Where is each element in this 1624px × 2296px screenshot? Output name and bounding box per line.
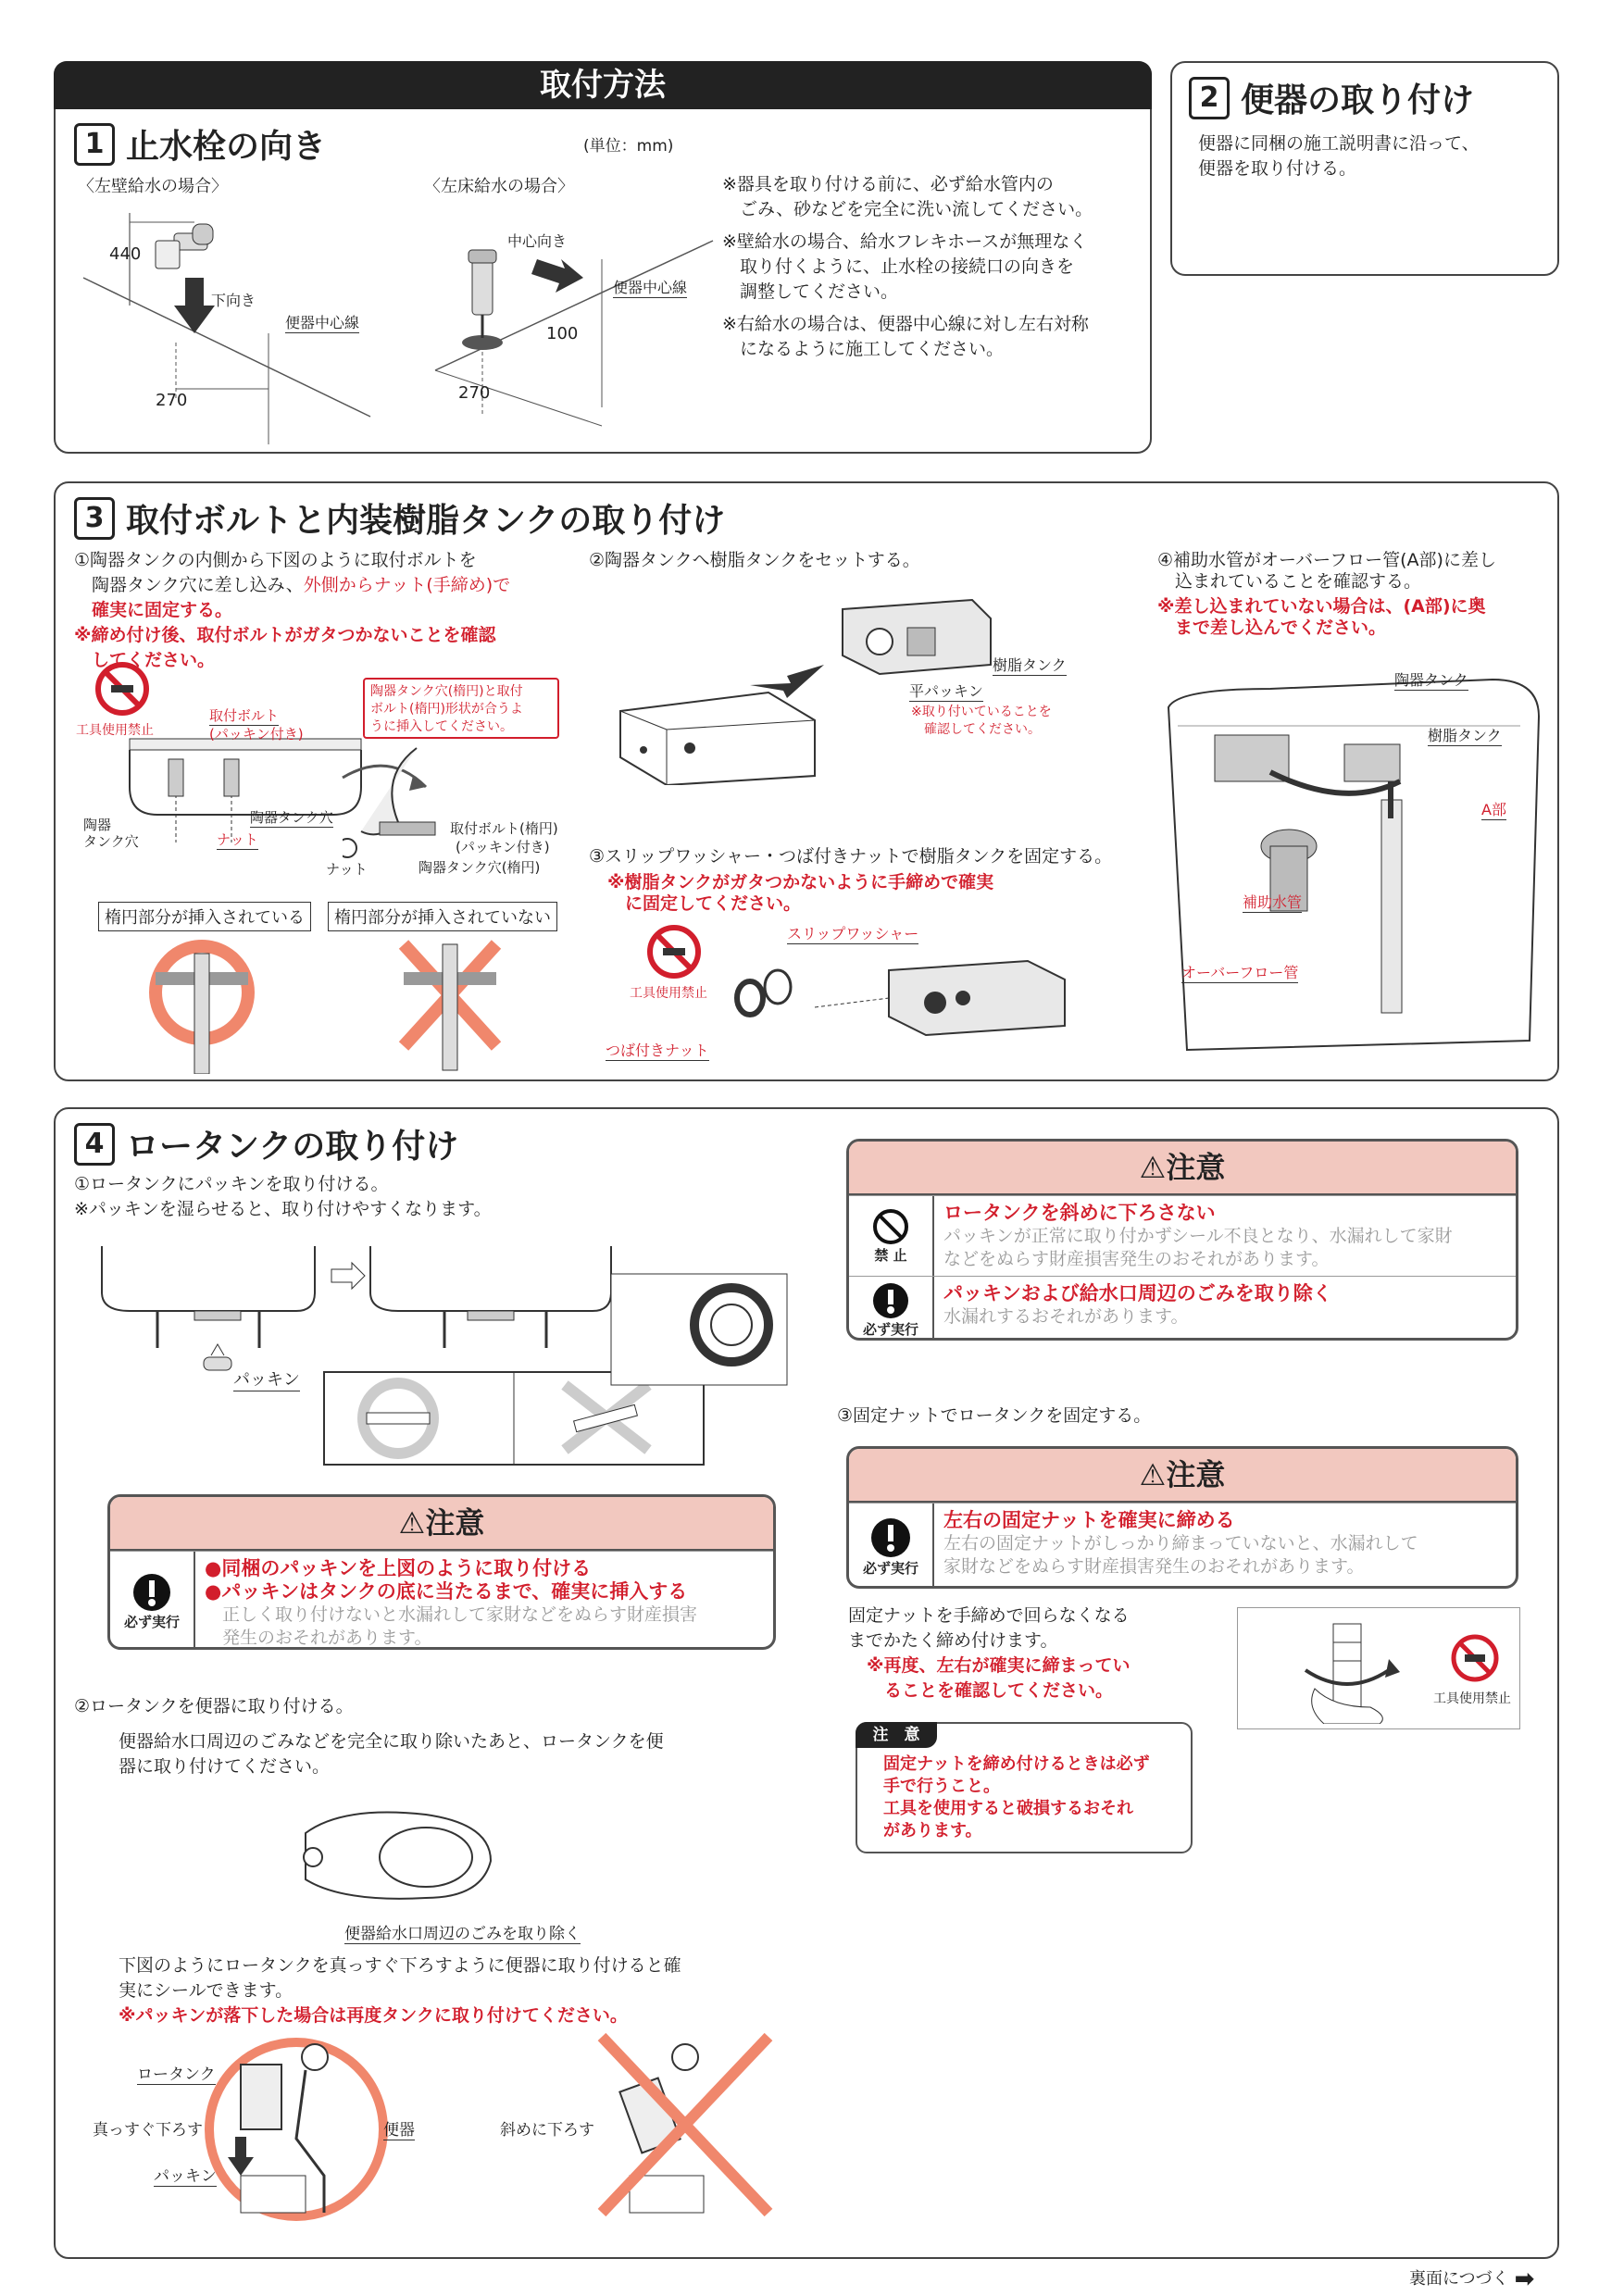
- gray-line: 左右の固定ナットがしっかり締まっていないと、水漏れして: [943, 1533, 1418, 1554]
- caution-row: [849, 1503, 1516, 1589]
- caution-box-2: [846, 1139, 1518, 1341]
- remove-dirt-label: 便器給水口周辺のごみを取り除く: [344, 1920, 581, 1944]
- note-head: 注 意: [856, 1722, 937, 1748]
- packing-label-2: パッキン: [154, 2163, 217, 2187]
- gray-line: 正しく取り付けないと水漏れして家財などをぬらす財産損害: [205, 1604, 698, 1625]
- text-line: 陶器タンク穴(楕円)と取付: [370, 684, 523, 699]
- warning-triangle-icon: ⚠: [1139, 1457, 1167, 1492]
- warn-line: に固定してください。: [607, 893, 802, 914]
- red-line: 左右の固定ナットを確実に締める: [943, 1509, 1235, 1531]
- left-wall-caption: 〈左壁給水の場合〉: [78, 177, 228, 196]
- section-3-heading: 取付ボルトと内装樹脂タンクの取り付け: [126, 502, 726, 540]
- must-do-icon: [849, 1277, 934, 1341]
- step-3-4-text: [1157, 548, 1496, 641]
- flat-packing-note: [911, 704, 1052, 739]
- ok-label: 楕円部分が挿入されている: [98, 902, 311, 931]
- footer: [1409, 2266, 1534, 2291]
- ok-circle-icon: [146, 935, 257, 1074]
- bolt-label: 取付ボルト: [209, 707, 280, 724]
- note-line: ごみ、砂などを完全に洗い流してください。: [722, 199, 1093, 219]
- slip-washer-label: スリップワッシャー: [787, 922, 918, 944]
- down-label: 下向き: [211, 292, 256, 309]
- no-tool-label: 工具使用禁止: [76, 723, 154, 738]
- text-line: ①陶器タンクの内側から下図のように取付ボルトを: [74, 550, 477, 570]
- dim-100: 100: [546, 324, 579, 343]
- bowl-top-diagram: [287, 1805, 500, 1907]
- icon-label: 必ず実行: [862, 1559, 918, 1577]
- slip-washer-diagram: [722, 933, 1093, 1044]
- text-part: 陶器タンク穴に差し込み、: [74, 575, 304, 595]
- no-tool-icon: [94, 661, 150, 717]
- text-line: ①ロータンクにパッキンを取り付ける。: [74, 1174, 389, 1194]
- gray-line: などをぬらす財産損害発生のおそれがあります。: [943, 1249, 1330, 1269]
- warn-line: ることを確認してください。: [867, 1680, 1114, 1701]
- warning-triangle-icon: ⚠: [398, 1505, 426, 1541]
- no-tool-icon-3: [1450, 1633, 1500, 1683]
- step-4-2-down-text: [119, 1953, 681, 2028]
- no-tool-icon-2: [646, 924, 702, 980]
- section-1-notes: [722, 172, 1093, 362]
- step-3-3-warning: [607, 870, 993, 917]
- straight-down-label: 真っすぐ下ろす: [93, 2121, 203, 2140]
- gray-line: 家財などをぬらす財産損害発生のおそれがあります。: [943, 1556, 1365, 1577]
- section-2-text: [1198, 131, 1480, 181]
- caution-title: 注意: [1166, 1150, 1226, 1185]
- section-1-number: 1: [74, 123, 115, 166]
- text-line: 実にシールできます。: [119, 1980, 294, 2001]
- note-line: ※右給水の場合は、便器中心線に対し左右対称: [722, 314, 1089, 334]
- caution-text: [934, 1277, 1516, 1341]
- bolt-oval-label: 取付ボルト(楕円): [450, 820, 558, 837]
- section-3-title: [74, 494, 725, 542]
- warn-line: ※再度、左右が確実に締まってい: [867, 1655, 1131, 1676]
- text-line: うに挿入してください。: [370, 719, 513, 734]
- step-4-3-text: ③固定ナットでロータンクを固定する。: [837, 1405, 1152, 1426]
- caution-title: 注意: [1166, 1457, 1226, 1492]
- note-line: ※器具を取り付ける前に、必ず給水管内の: [722, 174, 1054, 194]
- no-tool-label-2: 工具使用禁止: [630, 986, 707, 1001]
- warning-triangle-icon: ⚠: [1139, 1150, 1167, 1185]
- note-line: 工具を使用すると破損するおそれ: [883, 1799, 1133, 1818]
- center-direction-label: 中心向き: [507, 232, 568, 250]
- step-4-2-body: [119, 1729, 664, 1779]
- hand-tighten-icon: [1296, 1615, 1407, 1724]
- note-line: 固定ナットを締め付けるときは必ず: [883, 1754, 1150, 1774]
- resin-tank-label-2: 樹脂タンク: [1428, 724, 1502, 746]
- note-line: ※壁給水の場合、給水フレキホースが無理なく: [722, 231, 1088, 252]
- dim-270-b: 270: [458, 383, 491, 403]
- text-line: 便器給水口周辺のごみなどを完全に取り除いたあと、ロータンクを便: [119, 1731, 664, 1752]
- text-line: 確実に固定する。: [74, 600, 233, 620]
- caution-row: [110, 1551, 773, 1650]
- arrow-right-icon: ➡: [1514, 2265, 1535, 2293]
- ceramic-hole-label: [83, 817, 139, 850]
- text-line: ボルト(楕円)形状が合うよ: [370, 702, 523, 717]
- flat-packing-label: 平パッキン: [909, 680, 983, 702]
- straight-down-diagram: [204, 2028, 389, 2231]
- section-4-title: [74, 1120, 458, 1167]
- caution-text: [195, 1552, 773, 1650]
- caution-box-3: [846, 1446, 1518, 1589]
- ng-label: 楕円部分が挿入されていない: [328, 902, 557, 931]
- aux-pipe-label: 補助水管: [1243, 891, 1302, 913]
- section-3-number: 3: [74, 497, 115, 540]
- caution-row: [849, 1276, 1516, 1341]
- text-line: 込まれていることを確認する。: [1157, 571, 1422, 592]
- note-line: 手で行うこと。: [883, 1777, 1000, 1796]
- tank-hole-label: 陶器タンク穴: [250, 809, 333, 826]
- text-line: までかたく締め付けます。: [848, 1630, 1058, 1651]
- caution-title: 注意: [425, 1505, 485, 1541]
- must-do-icon: [849, 1504, 934, 1589]
- gray-line: パッキンが正常に取り付かずシール不良となり、水漏れして家財: [943, 1226, 1453, 1246]
- text-line: ※パッキンを湿らせると、取り付けやすくなります。: [74, 1199, 492, 1219]
- text-line: 陶器: [83, 817, 112, 833]
- section-2-title: [1189, 74, 1474, 121]
- note-line: 調整してください。: [722, 281, 899, 302]
- ceramic-tank-label: 陶器タンク: [1394, 668, 1468, 691]
- resin-tank-label: 樹脂タンク: [993, 654, 1067, 676]
- a-part-label: A部: [1481, 798, 1506, 820]
- red-line: ロータンクを斜めに下ろさない: [943, 1202, 1216, 1224]
- caution-text: [934, 1196, 1516, 1276]
- unit-note: (単位：mm): [583, 137, 674, 156]
- packing-label: パッキン: [233, 1366, 300, 1391]
- note-body: [883, 1753, 1150, 1842]
- text-line: [74, 573, 510, 598]
- must-do-icon: [110, 1552, 195, 1650]
- warn-line: してください。: [74, 650, 216, 670]
- icon-label: 必ず実行: [123, 1613, 180, 1630]
- diagonal-label: 斜めに下ろす: [500, 2121, 594, 2140]
- caution-head: [849, 1142, 1516, 1195]
- caution-text: [934, 1504, 1516, 1589]
- section-2-number: 2: [1189, 77, 1230, 119]
- dim-440: 440: [109, 244, 142, 264]
- tighten-text: [848, 1603, 1130, 1703]
- nut-label: ナット: [217, 831, 258, 848]
- section-4-heading: ロータンクの取り付け: [126, 1128, 459, 1166]
- red-line: ●パッキンはタンクの底に当たるまで、確実に挿入する: [205, 1580, 688, 1603]
- prohibited-icon: [849, 1196, 934, 1276]
- bolt-oval-sub-label: (パッキン付き): [456, 839, 550, 855]
- note-line: になるように施工してください。: [722, 339, 1005, 359]
- left-floor-caption: 〈左床給水の場合〉: [424, 177, 574, 196]
- warn-line: まで差し込んでください。: [1157, 618, 1387, 638]
- packing-attach-diagram: [93, 1246, 796, 1478]
- step-4-1-text: [74, 1172, 492, 1222]
- section-4-number: 4: [74, 1123, 115, 1166]
- no-tool-label-3: 工具使用禁止: [1433, 1691, 1511, 1706]
- section-1-title: [74, 120, 326, 168]
- warn-line: ※パッキンが落下した場合は再度タンクに取り付けてください。: [119, 2005, 628, 2026]
- text-line: 確認してください。: [924, 722, 1041, 737]
- gray-line: 発生のおそれがあります。: [205, 1628, 432, 1648]
- note-line: 取り付くように、止水栓の接続口の向きを: [722, 256, 1075, 277]
- bowl-label: 便器: [383, 2116, 415, 2140]
- icon-label: 必ず実行: [862, 1320, 918, 1338]
- center-line-label-a: 便器中心線: [285, 311, 359, 333]
- footer-text: 裏面につづく: [1409, 2269, 1509, 2289]
- section-1-heading: 止水栓の向き: [126, 128, 327, 166]
- text-line: タンク穴: [83, 833, 139, 850]
- section-2-heading: 便器の取り付け: [1241, 81, 1475, 119]
- warn-line: ※樹脂タンクがガタつかないように手締めで確実: [607, 872, 994, 892]
- step-3-3-text: ③スリップワッシャー・つば付きナットで樹脂タンクを固定する。: [589, 846, 1113, 867]
- step-3-1-text: [74, 548, 510, 673]
- text-line: 便器に同梱の施工説明書に沿って、: [1198, 133, 1480, 154]
- text-line: 固定ナットを手締めで回らなくなる: [848, 1605, 1130, 1626]
- note-line: があります。: [883, 1821, 982, 1841]
- text-line: ④補助水管がオーバーフロー管(A部)に差し: [1157, 550, 1496, 570]
- overflow-label: オーバーフロー管: [1181, 961, 1298, 983]
- nut-label-2: ナット: [326, 861, 368, 878]
- warn-line: ※締め付け後、取付ボルトがガタつかないことを確認: [74, 625, 496, 645]
- gray-line: 水漏れするおそれがあります。: [943, 1306, 1189, 1327]
- text-line: ※取り付いていることを: [911, 705, 1052, 719]
- low-tank-label: ロータンク: [137, 2061, 216, 2085]
- diagonal-ng-diagram: [593, 2028, 778, 2222]
- caution-row: [849, 1195, 1516, 1276]
- ng-cross-icon: [394, 935, 506, 1074]
- center-line-label-b: 便器中心線: [613, 276, 687, 298]
- caution-head: [849, 1449, 1516, 1503]
- text-line: 便器を取り付ける。: [1198, 158, 1357, 179]
- text-line: 下図のようにロータンクを真っすぐ下ろすように便器に取り付けると確: [119, 1955, 681, 1976]
- oval-bolt-closeup: [343, 739, 463, 868]
- step-3-2-text: ②陶器タンクへ樹脂タンクをセットする。: [589, 550, 920, 570]
- bolt-sub-label: (パッキン付き): [209, 726, 304, 742]
- dim-270-a: 270: [156, 391, 188, 410]
- collar-nut-label: つば付きナット: [606, 1039, 709, 1061]
- caution-box-1: [107, 1494, 776, 1650]
- warn-line: ※差し込まれていない場合は、(A部)に奥: [1157, 596, 1486, 617]
- oval-note-box: [363, 678, 559, 739]
- caution-head: [110, 1497, 773, 1551]
- red-line: パッキンおよび給水口周辺のごみを取り除く: [943, 1282, 1332, 1304]
- red-inline: 外側からナット(手締め)で: [303, 575, 511, 595]
- red-line: ●同梱のパッキンを上図のように取り付ける: [205, 1557, 592, 1579]
- step-4-2-text: ②ロータンクを便器に取り付ける。: [74, 1696, 354, 1716]
- page-title: 取付方法: [540, 67, 666, 104]
- text-line: 器に取り付けてください。: [119, 1756, 331, 1777]
- icon-label: 禁 止: [874, 1246, 907, 1264]
- hole-oval-label: 陶器タンク穴(楕円): [418, 859, 541, 876]
